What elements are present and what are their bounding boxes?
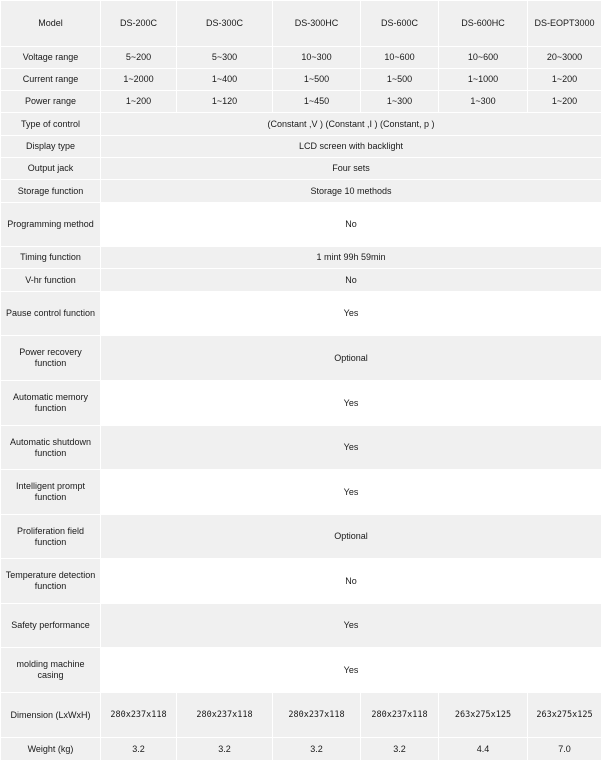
row-dimension [1,693,601,738]
cell-value: 1~200 [528,69,601,91]
cell-value: Yes [101,426,601,470]
row-programming-method [1,203,601,247]
cell-value: 1~450 [273,91,361,113]
cell-value: 1~300 [361,91,439,113]
row-label: Safety performance [1,604,101,648]
cell-value: 1~500 [361,69,439,91]
row-label: Output jack [1,158,101,180]
row-label: Temperature detection function [1,559,101,604]
cell-value: 5~300 [177,47,273,69]
cell-value: 10~600 [361,47,439,69]
row-label: molding machine casing [1,648,101,693]
cell-value: 10~600 [439,47,528,69]
row-label: Type of control [1,113,101,136]
cell-value: Yes [101,604,601,648]
row-output-jack [1,158,601,180]
row-label: Proliferation field function [1,515,101,559]
row-label: Display type [1,136,101,158]
row-label: Automatic memory function [1,381,101,426]
model-ds-300hc: DS-300HC [273,1,361,47]
row-temperature-detection-function [1,559,601,604]
cell-value: 1~200 [528,91,601,113]
cell-value: 1~2000 [101,69,177,91]
model-ds-200c: DS-200C [101,1,177,47]
model-ds-300c: DS-300C [177,1,273,47]
row-label: Weight (kg) [1,738,101,761]
row-v-hr-function [1,269,601,292]
cell-value: Yes [101,381,601,426]
cell-value: Yes [101,292,601,336]
cell-value: 280x237x118 [361,693,439,738]
model-ds-eopt3000: DS-EOPT3000 [528,1,601,47]
cell-value: Optional [101,515,601,559]
row-label: Pause control function [1,292,101,336]
cell-value: (Constant ,V ) (Constant ,I ) (Constant, p ) [101,113,601,136]
row-voltage-range [1,47,601,69]
row-label: Dimension (LxWxH) [1,693,101,738]
cell-value: No [101,559,601,604]
row-current-range [1,69,601,91]
cell-value: 1~120 [177,91,273,113]
cell-value: 1 mint 99h 59min [101,247,601,269]
row-molding-machine-casing [1,648,601,693]
cell-value: 263x275x125 [528,693,601,738]
row-weight [1,738,601,761]
row-label: Power recovery function [1,336,101,381]
cell-value: 263x275x125 [439,693,528,738]
row-label: Current range [1,69,101,91]
row-label: Voltage range [1,47,101,69]
row-intelligent-prompt-function [1,470,601,515]
cell-value: 3.2 [361,738,439,761]
row-proliferation-field-function [1,515,601,559]
header-row [1,1,601,47]
cell-value: 4.4 [439,738,528,761]
cell-value: Yes [101,648,601,693]
cell-value: Storage 10 methods [101,180,601,203]
row-automatic-memory-function [1,381,601,426]
cell-value: 1~300 [439,91,528,113]
row-label: Timing function [1,247,101,269]
row-power-recovery-function [1,336,601,381]
row-type-of-control [1,113,601,136]
row-storage-function [1,180,601,203]
cell-value: 3.2 [101,738,177,761]
cell-value: 1~400 [177,69,273,91]
row-label: Automatic shutdown function [1,426,101,470]
cell-value: 280x237x118 [273,693,361,738]
cell-value: No [101,203,601,247]
row-display-type [1,136,601,158]
cell-value: LCD screen with backlight [101,136,601,158]
model-ds-600hc: DS-600HC [439,1,528,47]
model-header: Model [1,1,101,47]
cell-value: Yes [101,470,601,515]
cell-value: 280x237x118 [177,693,273,738]
row-pause-control-function [1,292,601,336]
row-label: V-hr function [1,269,101,292]
model-ds-600c: DS-600C [361,1,439,47]
row-label: Programming method [1,203,101,247]
row-label: Intelligent prompt function [1,470,101,515]
row-label: Power range [1,91,101,113]
row-safety-performance [1,604,601,648]
cell-value: 5~200 [101,47,177,69]
row-automatic-shutdown-function [1,426,601,470]
cell-value: Four sets [101,158,601,180]
cell-value: 1~1000 [439,69,528,91]
cell-value: 7.0 [528,738,601,761]
cell-value: 3.2 [273,738,361,761]
cell-value: 10~300 [273,47,361,69]
cell-value: Optional [101,336,601,381]
row-timing-function [1,247,601,269]
cell-value: 280x237x118 [101,693,177,738]
cell-value: 3.2 [177,738,273,761]
row-power-range [1,91,601,113]
row-label: Storage function [1,180,101,203]
cell-value: 1~200 [101,91,177,113]
cell-value: No [101,269,601,292]
cell-value: 20~3000 [528,47,601,69]
cell-value: 1~500 [273,69,361,91]
